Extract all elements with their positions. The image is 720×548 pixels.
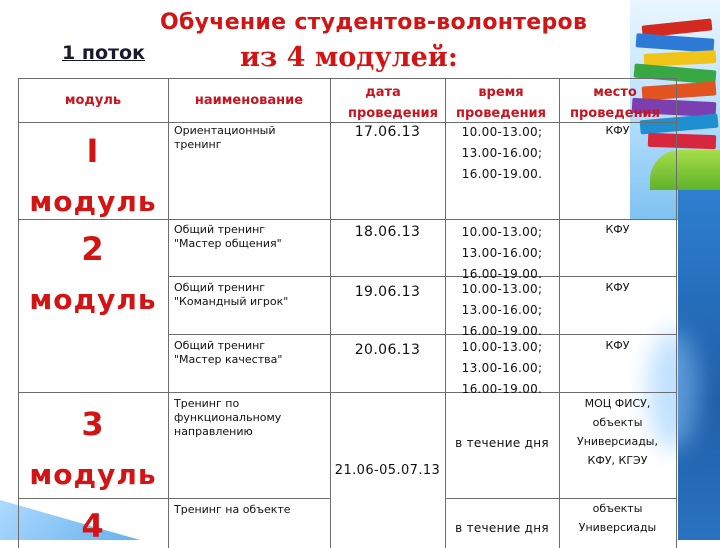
training-name: Тренинг по функциональному направлению bbox=[174, 397, 282, 438]
header-time: время проведения bbox=[455, 85, 547, 121]
module-number: 2 bbox=[81, 230, 105, 268]
right-stripe-decoration bbox=[678, 190, 720, 540]
table-row-divider bbox=[18, 498, 330, 499]
place-line: объекты bbox=[592, 416, 643, 429]
training-date: 17.06.13 bbox=[354, 124, 421, 140]
time-slot: 10.00-13.00; bbox=[461, 282, 543, 296]
training-date: 20.06.13 bbox=[354, 342, 421, 358]
time-slot: 16.00-19.00. bbox=[461, 267, 543, 281]
header-date: дата проведения bbox=[348, 85, 439, 121]
training-times bbox=[445, 279, 559, 342]
header-name: наименование bbox=[194, 93, 304, 108]
training-times bbox=[445, 122, 559, 185]
shared-date: 21.06-05.07.13 bbox=[334, 463, 441, 478]
time-slot: 16.00-19.00. bbox=[461, 324, 543, 338]
training-place: КФУ bbox=[605, 281, 630, 294]
training-name: Ориентационный тренинг bbox=[174, 124, 276, 151]
time-slot: 10.00-13.00; bbox=[461, 225, 543, 239]
training-times bbox=[445, 222, 559, 285]
table-divider bbox=[168, 78, 169, 548]
place-line: КФУ, КГЭУ bbox=[587, 454, 648, 467]
table-row-divider bbox=[168, 334, 677, 335]
training-name: Общий тренинг "Мастер качества" bbox=[174, 339, 283, 366]
training-date: 19.06.13 bbox=[354, 284, 421, 300]
table-row-divider bbox=[18, 392, 677, 393]
training-time-text: в течение дня bbox=[455, 521, 549, 535]
module-number: I bbox=[86, 132, 100, 170]
training-time-text: в течение дня bbox=[455, 436, 549, 450]
place-line: МОЦ ФИСУ, bbox=[584, 397, 651, 410]
page-title: Обучение студентов-волонтеров bbox=[160, 10, 588, 35]
training-place: КФУ bbox=[605, 124, 630, 137]
training-name: Тренинг на объекте bbox=[174, 503, 291, 516]
module-label: модуль bbox=[29, 283, 157, 316]
training-place bbox=[559, 499, 676, 537]
module-label: модуль bbox=[29, 458, 157, 491]
time-slot: 16.00-19.00. bbox=[461, 382, 543, 396]
time-slot: 10.00-13.00; bbox=[461, 340, 543, 354]
time-slot: 13.00-16.00; bbox=[461, 303, 543, 317]
time-slot: 10.00-13.00; bbox=[461, 125, 543, 139]
module-label: модуль bbox=[29, 185, 157, 218]
training-date: 18.06.13 bbox=[354, 224, 421, 240]
page-subtitle: из 4 модулей: bbox=[240, 42, 458, 73]
place-line: объекты bbox=[592, 502, 643, 515]
time-slot: 13.00-16.00; bbox=[461, 246, 543, 260]
training-times bbox=[445, 337, 559, 400]
table-divider bbox=[559, 78, 560, 548]
module-number: 3 bbox=[81, 405, 105, 443]
table-row-divider bbox=[168, 276, 677, 277]
training-place: КФУ bbox=[605, 223, 630, 236]
training-place bbox=[559, 394, 676, 470]
training-place: КФУ bbox=[605, 339, 630, 352]
time-slot: 13.00-16.00; bbox=[461, 361, 543, 375]
place-line: Универсиады bbox=[578, 521, 657, 534]
header-place: место проведения bbox=[569, 85, 661, 121]
module-number: 4 bbox=[81, 507, 105, 545]
training-name: Общий тренинг "Командный игрок" bbox=[174, 281, 289, 308]
time-slot: 16.00-19.00. bbox=[461, 167, 543, 181]
time-slot: 13.00-16.00; bbox=[461, 146, 543, 160]
place-line: Универсиады, bbox=[576, 435, 658, 448]
table-border-right bbox=[676, 78, 677, 548]
table-border-top bbox=[18, 78, 677, 79]
stream-label: 1 поток bbox=[62, 42, 145, 64]
training-name: Общий тренинг "Мастер общения" bbox=[174, 223, 282, 250]
header-module: модуль bbox=[64, 93, 122, 108]
